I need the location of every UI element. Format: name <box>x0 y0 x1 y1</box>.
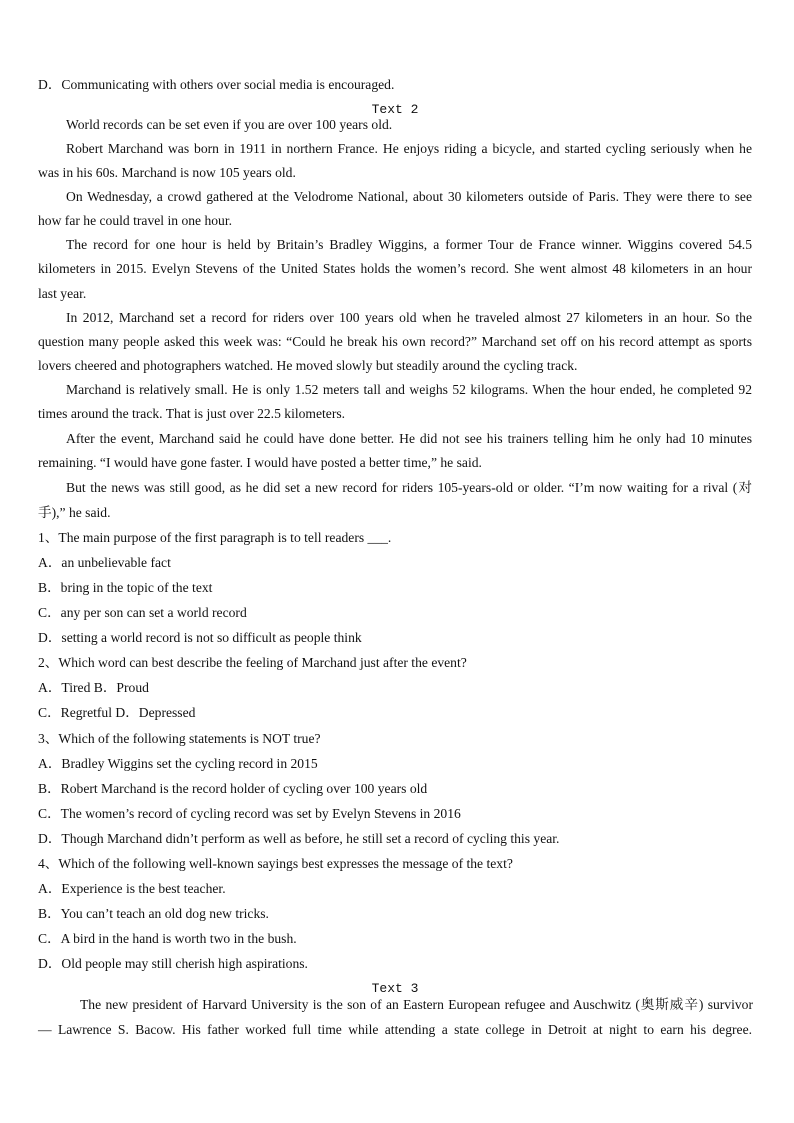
question-line: D．Old people may still cherish high aspirations. <box>38 956 308 971</box>
paragraph-line: question many people asked this week was: “Could he break his own record?” Marchand set off on his record attempt as sports <box>38 334 752 349</box>
paragraph-line: — Lawrence S. Bacow. His father worked full time while attending a state college in Detroit at night to earn his degree. <box>38 1022 752 1037</box>
paragraph-line: 手),” he said. <box>38 505 111 520</box>
paragraph-line: Robert Marchand was born in 1911 in northern France. He enjoys riding a bicycle, and started cycling seriously when he <box>66 141 752 156</box>
paragraph-line: was in his 60s. Marchand is now 105 years old. <box>38 165 296 180</box>
question-line: B．Robert Marchand is the record holder of cycling over 100 years old <box>38 781 428 796</box>
question-line: A．Bradley Wiggins set the cycling record in 2015 <box>38 756 318 771</box>
question-line: C．Regretful D．Depressed <box>38 705 196 720</box>
question-line: A．Experience is the best teacher. <box>38 881 226 896</box>
question-line: C．A bird in the hand is worth two in the bush. <box>38 931 297 946</box>
paragraph-line: On Wednesday, a crowd gathered at the Velodrome National, about 30 kilometers outside of Paris. They were there to see <box>66 189 752 204</box>
paragraph-line: remaining. “I would have gone faster. I would have posted a better time,” he said. <box>38 455 482 470</box>
question-line: 3、Which of the following statements is NOT true? <box>38 731 321 746</box>
paragraph-line: The record for one hour is held by Britain’s Bradley Wiggins, a former Tour de France winner. Wiggins covered 54.5 <box>66 237 752 252</box>
question-line: 2、Which word can best describe the feeling of Marchand just after the event? <box>38 655 467 670</box>
paragraph-line: how far he could travel in one hour. <box>38 213 233 228</box>
paragraph-line: kilometers in 2015. Evelyn Stevens of the United States holds the women’s record. She went almost 48 kilometers in an hour <box>38 261 752 276</box>
question-line: D．Communicating with others over social media is encouraged. <box>38 77 395 92</box>
paragraph-line: last year. <box>38 286 87 301</box>
paragraph-line: But the news was still good, as he did set a new record for riders 105-years-old or older. “I’m now waiting for a rival (对 <box>66 480 752 495</box>
question-line: B．bring in the topic of the text <box>38 580 213 595</box>
section-heading: Text 2 <box>371 102 419 117</box>
question-line: A．an unbelievable fact <box>38 555 171 570</box>
question-line: C．The women’s record of cycling record was set by Evelyn Stevens in 2016 <box>38 806 461 821</box>
question-line: D．setting a world record is not so difficult as people think <box>38 630 362 645</box>
question-line: C．any per son can set a world record <box>38 605 247 620</box>
paragraph-line: World records can be set even if you are over 100 years old. <box>66 117 393 132</box>
question-line: B．You can’t teach an old dog new tricks. <box>38 906 269 921</box>
question-line: A．Tired B．Proud <box>38 680 149 695</box>
paragraph-line: After the event, Marchand said he could have done better. He did not see his trainers telling him he only had 10 minutes <box>66 431 752 446</box>
paragraph-line: times around the track. That is just over 22.5 kilometers. <box>38 406 346 421</box>
question-line: 1、The main purpose of the first paragraph is to tell readers ___. <box>38 530 392 545</box>
question-line: 4、Which of the following well-known sayings best expresses the message of the text? <box>38 856 513 871</box>
paragraph-line: Marchand is relatively small. He is only 1.52 meters tall and weighs 52 kilograms. When the hour ended, he completed 92 <box>66 382 752 397</box>
question-line: D．Though Marchand didn’t perform as well as before, he still set a record of cycling this year. <box>38 831 560 846</box>
paragraph-line: lovers cheered and photographers watched. He moved slowly but steadily around the cycling track. <box>38 358 578 373</box>
paragraph-line: In 2012, Marchand set a record for riders over 100 years old when he traveled almost 27 kilometers in an hour. So the <box>66 310 752 325</box>
paragraph-line: The new president of Harvard University is the son of an Eastern European refugee and Auschwitz (奥斯威辛) survivor <box>80 997 753 1012</box>
section-heading: Text 3 <box>371 981 419 996</box>
